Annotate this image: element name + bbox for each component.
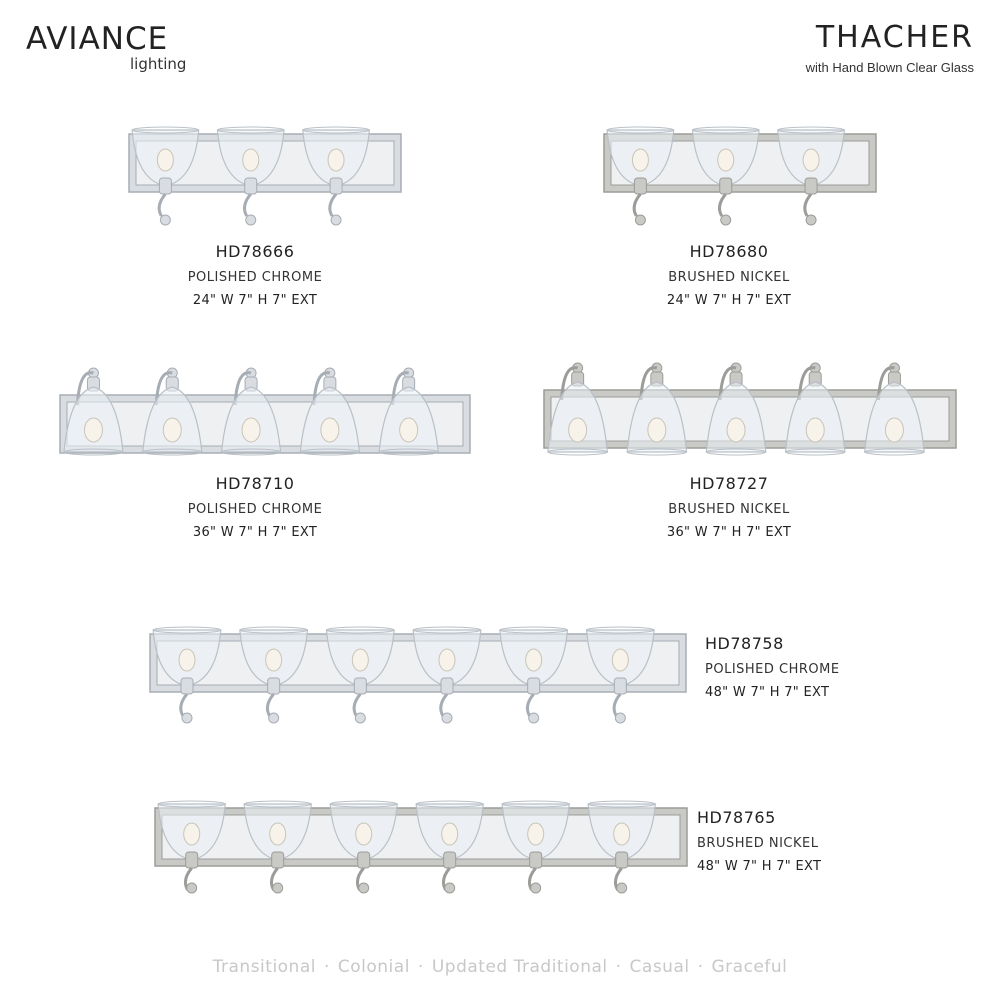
brand-name: AVIANCE [26, 21, 169, 57]
product-dimensions: 24" W 7" H 7" EXT [192, 293, 318, 308]
fixture-drawing [133, 802, 689, 894]
collection-title: THACHER [815, 20, 974, 55]
lamp-shade [222, 368, 281, 455]
product-spec-hd78727 [619, 474, 839, 540]
product-spec-hd78666 [145, 242, 365, 308]
fixture-drawing [582, 128, 878, 226]
product-dimensions: 48" W 7" H 7" EXT [705, 685, 830, 700]
separator-dot-icon: · [417, 957, 424, 977]
product-model: HD78765 [697, 808, 776, 827]
style-tag: Transitional [212, 957, 316, 977]
product-model: HD78758 [705, 634, 784, 653]
separator-dot-icon: · [323, 957, 330, 977]
fixture-image-hd78727 [522, 360, 958, 460]
lamp-shade [143, 368, 202, 455]
lamp-shade [865, 363, 924, 455]
product-finish: POLISHED CHROME [187, 270, 323, 285]
product-dimensions: 36" W 7" H 7" EXT [192, 525, 318, 540]
product-model: HD78666 [215, 242, 295, 261]
product-model: HD78710 [215, 474, 295, 493]
fixture-drawing [128, 628, 688, 724]
lamp-shade [64, 368, 123, 455]
fixture-image-hd78666 [107, 128, 403, 226]
product-finish: POLISHED CHROME [187, 502, 323, 517]
lamp-shade [548, 363, 607, 455]
product-dimensions: 36" W 7" H 7" EXT [666, 525, 792, 540]
style-tags [0, 957, 1000, 977]
lamp-shade [300, 368, 359, 455]
fixture-drawing [107, 128, 403, 226]
fixture-image-hd78680 [582, 128, 878, 226]
product-model: HD78727 [689, 474, 769, 493]
brand-logo [26, 22, 196, 72]
product-dimensions: 48" W 7" H 7" EXT [697, 859, 822, 874]
fixture-image-hd78710 [38, 365, 472, 460]
style-tag: Colonial [337, 957, 410, 977]
separator-dot-icon: · [697, 957, 704, 977]
product-finish: POLISHED CHROME [705, 662, 840, 677]
style-tag: Casual [629, 957, 690, 977]
product-spec-hd78710 [145, 474, 365, 540]
lamp-shade [786, 363, 845, 455]
product-dimensions: 24" W 7" H 7" EXT [666, 293, 792, 308]
product-spec-hd78680 [619, 242, 839, 308]
brand-sub: lighting [130, 55, 187, 73]
fixture-image-hd78765 [133, 802, 689, 894]
product-finish: BRUSHED NICKEL [697, 836, 819, 851]
product-model: HD78680 [689, 242, 769, 261]
style-tag: Updated Traditional [431, 957, 608, 977]
collection-header [714, 20, 974, 75]
lamp-shade [706, 363, 765, 455]
product-finish: BRUSHED NICKEL [668, 270, 790, 285]
lamp-shade [627, 363, 686, 455]
collection-subtitle: with Hand Blown Clear Glass [805, 60, 974, 75]
product-finish: BRUSHED NICKEL [668, 502, 790, 517]
lamp-shade [379, 368, 438, 455]
product-spec-hd78758 [705, 634, 905, 700]
product-spec-hd78765 [697, 808, 897, 874]
fixture-image-hd78758 [128, 628, 688, 724]
fixture-drawing [522, 360, 958, 460]
separator-dot-icon: · [615, 957, 622, 977]
style-tag: Graceful [711, 957, 788, 977]
fixture-drawing [38, 365, 472, 460]
